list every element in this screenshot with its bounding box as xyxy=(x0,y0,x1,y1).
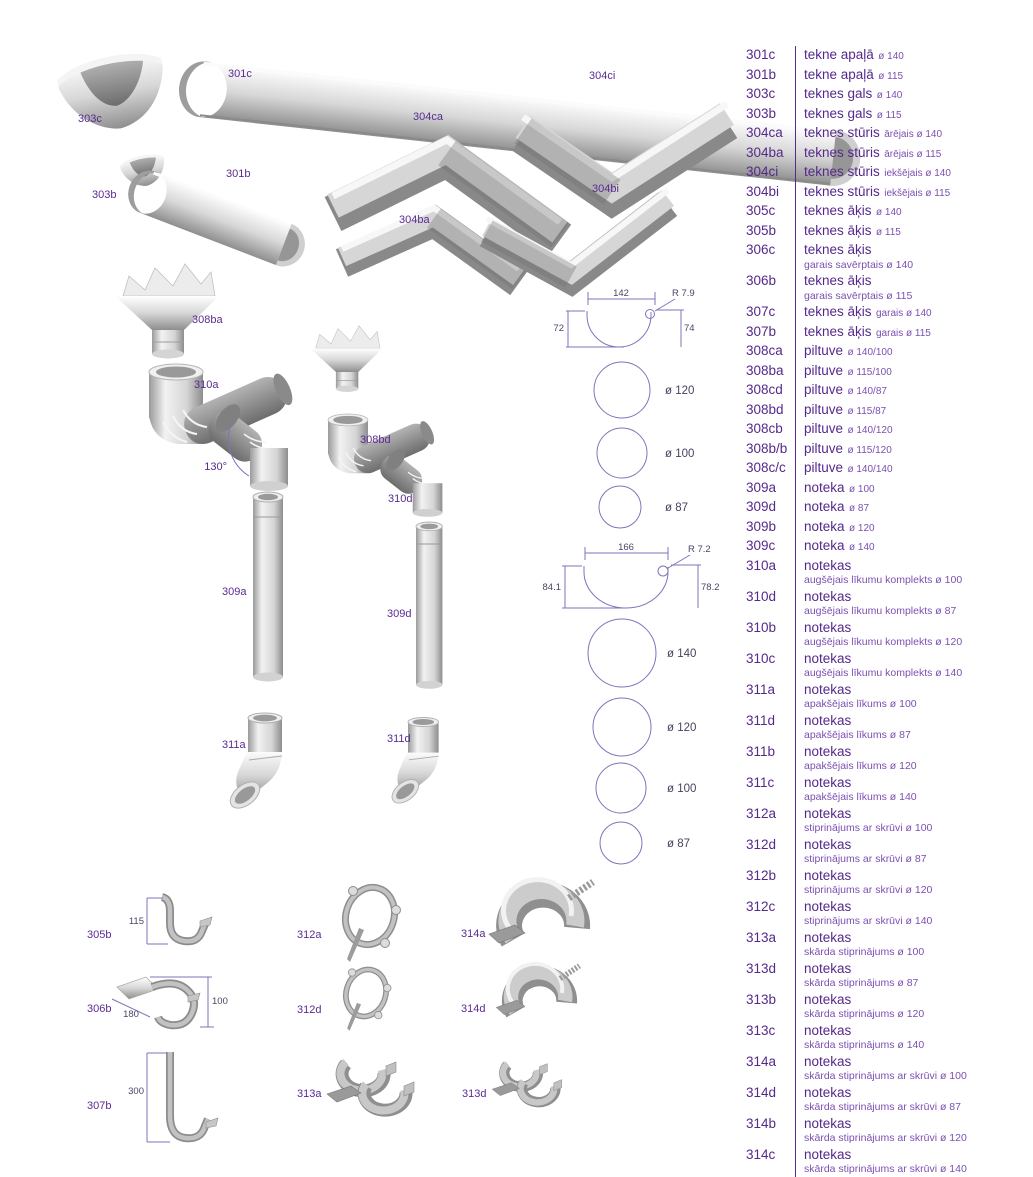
parts-list-row xyxy=(746,381,1032,401)
parts-list-row xyxy=(746,1053,1032,1084)
dim-width-large: 166 xyxy=(618,542,634,553)
part-desc xyxy=(795,1022,1032,1053)
part-311a xyxy=(225,713,282,813)
part-309a xyxy=(253,492,283,682)
part-name: notekas xyxy=(804,898,852,914)
part-spec: ø 115/120 xyxy=(847,444,892,456)
part-desc xyxy=(795,650,1032,681)
dim-hook-306b-height: 100 xyxy=(212,996,228,1007)
part-desc xyxy=(795,459,1032,479)
part-desc xyxy=(795,712,1032,743)
figure-label-303b: 303b xyxy=(92,189,117,201)
part-name: notekas xyxy=(804,588,852,604)
part-code: 310a xyxy=(746,557,777,573)
parts-list-row xyxy=(746,144,1032,164)
part-name: notekas xyxy=(804,929,852,945)
parts-list-row xyxy=(746,805,1032,836)
circle-label: ø 140 xyxy=(667,648,697,660)
part-sub: skārda stiprinājums ar skrūvi ø 100 xyxy=(804,1070,967,1082)
part-name: notekas xyxy=(804,1146,852,1162)
part-code: 303b xyxy=(746,105,777,121)
parts-list-row xyxy=(746,163,1032,183)
parts-list-row xyxy=(746,774,1032,805)
pipe-circles-small xyxy=(594,362,694,528)
circle-label: ø 120 xyxy=(665,385,695,397)
figure-label-304ci: 304ci xyxy=(589,70,616,82)
part-307b xyxy=(147,1052,218,1142)
part-name: piltuve xyxy=(804,343,844,358)
part-code: 305c xyxy=(746,203,776,218)
part-desc xyxy=(795,241,1032,272)
part-name: piltuve xyxy=(804,401,844,417)
part-sub: skārda stiprinājums ø 87 xyxy=(804,977,919,989)
part-name: teknes gals xyxy=(804,86,873,101)
figure-label-311a: 311a xyxy=(222,739,246,751)
part-313d xyxy=(492,1064,562,1103)
dim-left-small: 72 xyxy=(553,323,564,334)
parts-list-row xyxy=(746,619,1032,650)
figure-label-314a: 314a xyxy=(461,928,486,940)
parts-list-row xyxy=(746,1022,1032,1053)
gutter-profile-large xyxy=(543,542,720,608)
part-name: notekas xyxy=(804,1022,852,1038)
part-name: notekas xyxy=(804,557,852,573)
part-sub: skārda stiprinājums ø 120 xyxy=(804,1008,925,1020)
part-sub: augšējais līkumu komplekts ø 100 xyxy=(804,574,963,586)
parts-list-row xyxy=(746,867,1032,898)
part-spec: ārējais ø 140 xyxy=(884,129,943,140)
part-sub: apakšējais līkums ø 87 xyxy=(804,729,911,741)
part-name: teknes stūris xyxy=(804,144,880,160)
part-314a xyxy=(489,880,593,943)
part-sub: apakšējais līkums ø 140 xyxy=(804,791,917,803)
part-name: piltuve xyxy=(804,382,844,397)
part-desc xyxy=(795,836,1032,867)
part-name: notekas xyxy=(804,836,852,852)
parts-list-row xyxy=(746,898,1032,929)
part-code: 308cd xyxy=(746,382,783,397)
part-spec: ø 115 xyxy=(878,70,904,82)
parts-list-row xyxy=(746,650,1032,681)
part-spec: ø 140 xyxy=(876,207,902,218)
part-desc xyxy=(795,323,1032,343)
circle-label: ø 120 xyxy=(667,722,697,734)
part-desc xyxy=(795,222,1032,242)
parts-list-row xyxy=(746,46,1032,66)
part-spec: ø 115 xyxy=(876,226,901,238)
part-name: notekas xyxy=(804,712,852,728)
part-sub: augšējais līkumu komplekts ø 140 xyxy=(804,667,963,679)
parts-list-row xyxy=(746,743,1032,774)
part-spec: ø 140/100 xyxy=(847,347,893,358)
parts-list-row xyxy=(746,681,1032,712)
parts-list-row xyxy=(746,1146,1032,1177)
parts-list-row xyxy=(746,557,1032,588)
part-code: 309d xyxy=(746,499,777,514)
figure-label-304ba: 304ba xyxy=(399,214,430,226)
parts-list-row xyxy=(746,991,1032,1022)
figure-label-303c: 303c xyxy=(78,113,102,125)
dim-right-large: 78.2 xyxy=(701,582,720,593)
part-code: 308b/b xyxy=(746,440,788,456)
dim-left-large: 84.1 xyxy=(542,582,561,593)
part-sub: skārda stiprinājums ø 140 xyxy=(804,1039,925,1051)
part-desc xyxy=(795,1146,1032,1177)
part-name: notekas xyxy=(804,867,852,883)
circle-label: ø 100 xyxy=(665,448,695,460)
parts-list-row xyxy=(746,323,1032,343)
part-name: piltuve xyxy=(804,421,844,436)
part-desc xyxy=(795,619,1032,650)
figure-label-308ba: 308ba xyxy=(192,314,223,326)
figure-label-304bi: 304bi xyxy=(592,183,619,195)
part-desc xyxy=(795,342,1032,362)
part-name: piltuve xyxy=(804,440,844,456)
part-sub: garais savērptais ø 115 xyxy=(804,289,913,302)
part-303b xyxy=(119,152,168,190)
part-desc xyxy=(795,362,1032,382)
part-spec: garais ø 140 xyxy=(876,308,932,319)
part-311d xyxy=(388,718,439,808)
gutter-profile-small xyxy=(553,288,694,347)
circle-label: ø 87 xyxy=(667,838,691,850)
part-314d xyxy=(496,964,579,1015)
circle-label: ø 100 xyxy=(667,783,697,795)
figure-label-313a: 313a xyxy=(297,1088,322,1100)
part-name: notekas xyxy=(804,805,852,821)
part-spec: ø 120 xyxy=(849,522,875,534)
figure-label-311d: 311d xyxy=(387,733,411,745)
parts-list-row xyxy=(746,537,1032,557)
part-code: 311d xyxy=(746,712,776,728)
part-code: 304ca xyxy=(746,125,783,140)
part-name: notekas xyxy=(804,681,852,697)
parts-list-row xyxy=(746,588,1032,619)
part-desc xyxy=(795,163,1032,183)
parts-list-row xyxy=(746,241,1032,272)
figure-label-312a: 312a xyxy=(297,929,322,941)
part-desc xyxy=(795,1053,1032,1084)
parts-list-row xyxy=(746,124,1032,144)
part-code: 314c xyxy=(746,1146,776,1162)
part-name: tekne apaļā xyxy=(804,47,874,62)
parts-list-row xyxy=(746,459,1032,479)
part-desc xyxy=(795,929,1032,960)
parts-list-row xyxy=(746,401,1032,421)
part-sub: apakšējais līkums ø 120 xyxy=(804,760,917,772)
parts-list-row xyxy=(746,440,1032,460)
part-desc xyxy=(795,681,1032,712)
part-desc xyxy=(795,1084,1032,1115)
figure-label-angle: 130° xyxy=(204,461,227,473)
part-code: 307c xyxy=(746,304,776,319)
part-desc xyxy=(795,401,1032,421)
part-code: 303c xyxy=(746,86,776,101)
part-code: 310c xyxy=(746,650,776,666)
part-desc xyxy=(795,557,1032,588)
part-spec: ārējais ø 115 xyxy=(884,148,942,160)
figure-label-301c: 301c xyxy=(228,68,252,80)
part-303c xyxy=(55,48,172,138)
part-desc xyxy=(795,46,1032,66)
part-name: teknes gals xyxy=(804,105,873,121)
part-name: noteka xyxy=(804,518,845,534)
parts-list-row xyxy=(746,202,1032,222)
part-name: notekas xyxy=(804,619,852,635)
part-code: 308cb xyxy=(746,421,783,436)
part-desc xyxy=(795,381,1032,401)
part-code: 311c xyxy=(746,774,775,790)
figure-label-308bd: 308bd xyxy=(360,434,391,446)
part-sub: stiprinājums ar skrūvi ø 120 xyxy=(804,884,933,896)
part-spec: ø 115/100 xyxy=(847,366,892,378)
part-code: 313d xyxy=(746,960,777,976)
part-sub: skārda stiprinājums ar skrūvi ø 140 xyxy=(804,1163,967,1175)
figure-label-310a: 310a xyxy=(194,379,219,391)
part-code: 311b xyxy=(746,743,776,759)
part-name: notekas xyxy=(804,743,852,759)
parts-list-row xyxy=(746,303,1032,323)
part-name: noteka xyxy=(804,479,845,495)
part-name: teknes āķis xyxy=(804,323,872,339)
part-name: notekas xyxy=(804,774,852,790)
part-310d xyxy=(328,414,442,517)
part-spec: iekšējais ø 115 xyxy=(884,187,951,199)
part-name: teknes āķis xyxy=(804,242,872,257)
part-code: 312c xyxy=(746,898,776,914)
part-desc xyxy=(795,66,1032,86)
part-code: 308bd xyxy=(746,401,784,417)
figure-label-313d: 313d xyxy=(462,1088,487,1100)
part-code: 305b xyxy=(746,222,777,238)
part-name: teknes stūris xyxy=(804,183,880,199)
part-spec: iekšējais ø 140 xyxy=(884,168,951,179)
figure-label-305b: 305b xyxy=(87,929,112,941)
parts-list-row xyxy=(746,222,1032,242)
dim-right-small: 74 xyxy=(684,323,695,334)
dim-width-small: 142 xyxy=(613,288,629,299)
part-308ba xyxy=(115,264,219,359)
part-code: 301c xyxy=(746,47,776,62)
part-code: 314a xyxy=(746,1053,777,1069)
part-code: 314b xyxy=(746,1115,777,1131)
part-312a xyxy=(338,881,402,962)
dim-hook-306b-depth: 180 xyxy=(123,1009,139,1020)
part-313a xyxy=(327,1062,414,1110)
part-spec: ø 87 xyxy=(849,503,870,514)
part-desc xyxy=(795,183,1032,203)
part-309d xyxy=(416,522,442,689)
part-code: 312a xyxy=(746,805,777,821)
part-desc xyxy=(795,303,1032,323)
part-desc xyxy=(795,805,1032,836)
part-305b xyxy=(147,897,212,944)
part-sub: skārda stiprinājums ø 100 xyxy=(804,946,925,958)
part-code: 306b xyxy=(746,273,777,288)
part-name: notekas xyxy=(804,1084,852,1100)
part-name: teknes stūris xyxy=(804,125,880,140)
part-desc xyxy=(795,743,1032,774)
part-desc xyxy=(795,774,1032,805)
part-code: 304ci xyxy=(746,164,779,179)
part-sub: stiprinājums ar skrūvi ø 87 xyxy=(804,853,927,865)
figure-label-312d: 312d xyxy=(297,1004,322,1016)
parts-list-row xyxy=(746,929,1032,960)
part-name: noteka xyxy=(804,538,845,553)
dim-radius-large: R 7.2 xyxy=(688,544,711,555)
part-name: noteka xyxy=(804,499,845,514)
part-sub: skārda stiprinājums ar skrūvi ø 87 xyxy=(804,1101,961,1113)
part-code: 308ba xyxy=(746,362,784,378)
part-sub: skārda stiprinājums ar skrūvi ø 120 xyxy=(804,1132,967,1144)
part-sub: stiprinājums ar skrūvi ø 140 xyxy=(804,915,933,927)
part-desc xyxy=(795,588,1032,619)
part-spec: ø 140 xyxy=(849,542,875,553)
part-code: 309b xyxy=(746,518,777,534)
part-code: 301b xyxy=(746,66,777,82)
part-spec: ø 100 xyxy=(849,483,875,495)
figure-label-310d: 310d xyxy=(388,493,413,505)
part-code: 312b xyxy=(746,867,777,883)
parts-list-row xyxy=(746,183,1032,203)
part-desc xyxy=(795,105,1032,125)
part-code: 310b xyxy=(746,619,777,635)
dim-hook-305b: 115 xyxy=(128,916,144,927)
part-312d xyxy=(340,964,392,1030)
part-sub: garais savērptais ø 140 xyxy=(804,258,914,271)
part-code: 306c xyxy=(746,242,776,257)
figure-label-309d: 309d xyxy=(387,608,412,620)
part-spec: ø 115/87 xyxy=(847,405,887,417)
parts-list-row xyxy=(746,1115,1032,1146)
part-spec: ø 140/120 xyxy=(847,425,893,436)
part-name: teknes stūris xyxy=(804,164,880,179)
part-code: 308c/c xyxy=(746,460,786,475)
part-desc xyxy=(795,960,1032,991)
dim-hook-307b: 300 xyxy=(128,1086,144,1097)
figure-label-304ca: 304ca xyxy=(413,111,443,123)
part-spec: ø 140 xyxy=(878,51,904,62)
part-308bd xyxy=(310,326,383,392)
part-desc xyxy=(795,420,1032,440)
part-desc xyxy=(795,440,1032,460)
part-code: 309a xyxy=(746,479,777,495)
figure-label-301b: 301b xyxy=(226,168,251,180)
part-desc xyxy=(795,144,1032,164)
part-desc xyxy=(795,1115,1032,1146)
dim-radius-small: R 7.9 xyxy=(672,288,695,299)
part-desc xyxy=(795,991,1032,1022)
part-name: teknes āķis xyxy=(804,273,872,288)
part-name: teknes āķis xyxy=(804,203,872,218)
parts-list-row xyxy=(746,272,1032,303)
part-code: 307b xyxy=(746,323,777,339)
part-spec: garais ø 115 xyxy=(876,327,931,339)
part-sub: stiprinājums ar skrūvi ø 100 xyxy=(804,822,933,834)
part-name: notekas xyxy=(804,991,852,1007)
part-name: notekas xyxy=(804,1053,852,1069)
parts-list-row xyxy=(746,518,1032,538)
part-code: 311a xyxy=(746,681,776,697)
part-desc xyxy=(795,272,1032,303)
figure-label-307b: 307b xyxy=(87,1100,112,1112)
part-name: notekas xyxy=(804,960,852,976)
parts-list-row xyxy=(746,960,1032,991)
figure-label-309a: 309a xyxy=(222,586,247,598)
parts-list xyxy=(746,46,1032,1177)
figure-label-306b: 306b xyxy=(87,1003,112,1015)
part-code: 313c xyxy=(746,1022,776,1038)
part-name: tekne apaļā xyxy=(804,66,874,82)
part-name: teknes āķis xyxy=(804,222,872,238)
part-code: 309c xyxy=(746,538,776,553)
part-desc xyxy=(795,85,1032,105)
part-spec: ø 115 xyxy=(876,109,902,121)
parts-list-row xyxy=(746,105,1032,125)
part-desc xyxy=(795,479,1032,499)
part-name: notekas xyxy=(804,1115,852,1131)
part-code: 312d xyxy=(746,836,777,852)
part-sub: augšējais līkumu komplekts ø 87 xyxy=(804,605,957,617)
part-spec: ø 140/140 xyxy=(847,464,893,475)
part-code: 314d xyxy=(746,1084,777,1100)
parts-list-row xyxy=(746,479,1032,499)
parts-list-row xyxy=(746,342,1032,362)
part-code: 308ca xyxy=(746,343,783,358)
part-code: 304ba xyxy=(746,144,784,160)
parts-list-row xyxy=(746,420,1032,440)
part-name: piltuve xyxy=(804,460,844,475)
parts-list-row xyxy=(746,66,1032,86)
part-name: notekas xyxy=(804,650,852,666)
part-code: 313b xyxy=(746,991,777,1007)
pipe-circles-large xyxy=(588,619,696,864)
parts-list-row xyxy=(746,362,1032,382)
part-spec: ø 140 xyxy=(876,90,903,101)
part-desc xyxy=(795,124,1032,144)
parts-list-row xyxy=(746,1084,1032,1115)
parts-list-row xyxy=(746,836,1032,867)
part-code: 310d xyxy=(746,588,777,604)
part-code: 313a xyxy=(746,929,777,945)
parts-list-row xyxy=(746,712,1032,743)
part-desc xyxy=(795,537,1032,557)
parts-list-row xyxy=(746,498,1032,518)
parts-list-row xyxy=(746,85,1032,105)
part-desc xyxy=(795,898,1032,929)
part-sub: apakšējais līkums ø 100 xyxy=(804,698,917,710)
part-name: teknes āķis xyxy=(804,304,872,319)
part-desc xyxy=(795,867,1032,898)
part-desc xyxy=(795,518,1032,538)
part-spec: ø 140/87 xyxy=(847,386,887,397)
circle-label: ø 87 xyxy=(665,502,689,514)
part-name: piltuve xyxy=(804,362,844,378)
part-desc xyxy=(795,498,1032,518)
part-desc xyxy=(795,202,1032,222)
part-code: 304bi xyxy=(746,183,780,199)
part-sub: augšējais līkumu komplekts ø 120 xyxy=(804,636,963,648)
figure-label-314d: 314d xyxy=(461,1003,486,1015)
